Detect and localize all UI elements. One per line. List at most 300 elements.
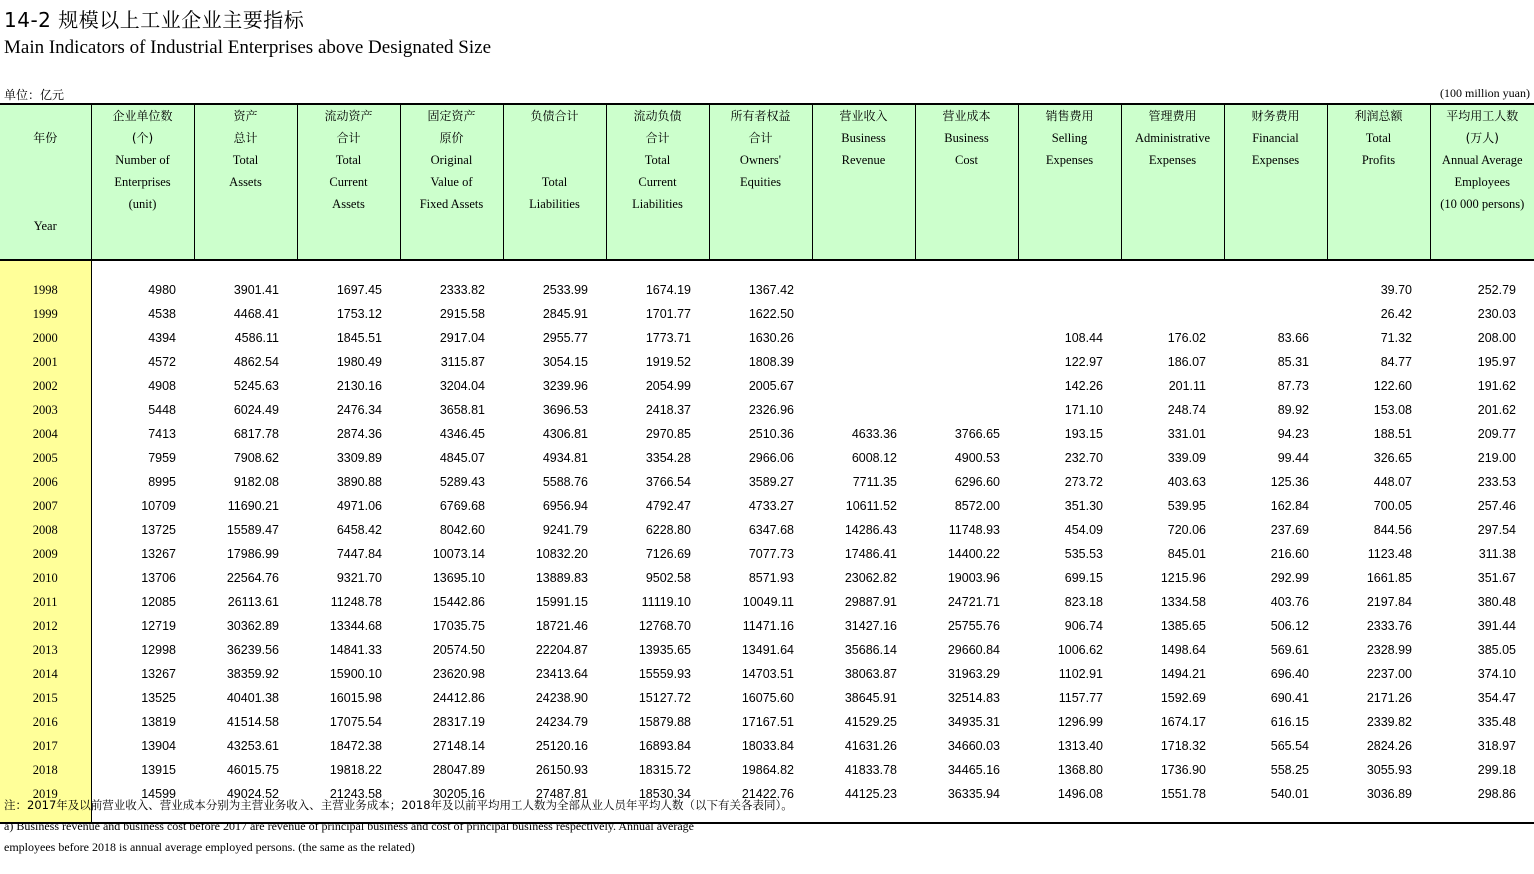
value-cell: 3055.93	[1366, 763, 1412, 777]
value-cell: 380.48	[1477, 595, 1516, 609]
column-header	[400, 104, 503, 260]
value-cell: 27148.14	[432, 739, 485, 753]
value-cell: 34935.31	[947, 715, 1000, 729]
value-cell: 36239.56	[226, 643, 279, 657]
value-cell	[915, 302, 1018, 326]
column-header-line: Administrative	[1135, 131, 1210, 145]
spacer-cell	[1430, 806, 1534, 823]
value-cell: 94.23	[1277, 427, 1309, 441]
value-cell: 3766.65	[954, 427, 1000, 441]
value-cell: 2418.37	[645, 403, 691, 417]
column-header	[503, 104, 606, 260]
value-cell: 13915	[141, 763, 176, 777]
value-cell: 4346.45	[439, 427, 485, 441]
table-row	[0, 278, 1534, 302]
value-cell: 2476.34	[336, 403, 382, 417]
value-cell: 403.76	[1270, 595, 1309, 609]
value-cell: 3766.54	[645, 475, 691, 489]
column-header-line: 合计	[645, 131, 670, 145]
spacer-cell	[1327, 260, 1430, 278]
value-cell: 616.15	[1270, 715, 1309, 729]
value-cell: 28317.19	[432, 715, 485, 729]
value-cell: 699.15	[1064, 571, 1103, 585]
table-header-row	[0, 104, 1534, 260]
table-row	[0, 326, 1534, 350]
value-cell: 36335.94	[947, 787, 1000, 801]
spacer-cell	[400, 260, 503, 278]
value-cell: 2845.91	[542, 307, 588, 321]
value-cell: 2333.76	[1366, 619, 1412, 633]
year-cell: 2009	[0, 542, 91, 566]
value-cell: 7959	[148, 451, 176, 465]
year-cell: 2002	[0, 374, 91, 398]
year-cell: 2014	[0, 662, 91, 686]
value-cell: 2339.82	[1366, 715, 1412, 729]
value-cell: 8042.60	[439, 523, 485, 537]
year-cell: 2008	[0, 518, 91, 542]
value-cell: 4733.27	[748, 499, 794, 513]
column-header-line: Current	[638, 175, 677, 189]
spacer-cell	[297, 260, 400, 278]
value-cell: 13935.65	[638, 643, 691, 657]
value-cell: 4572	[148, 355, 176, 369]
value-cell: 162.84	[1270, 499, 1309, 513]
value-cell: 13706	[141, 571, 176, 585]
value-cell	[915, 350, 1018, 374]
value-cell: 188.51	[1373, 427, 1412, 441]
year-cell: 2006	[0, 470, 91, 494]
value-cell: 454.09	[1064, 523, 1103, 537]
spacer-cell	[709, 260, 812, 278]
column-header-line: Financial	[1252, 131, 1299, 145]
value-cell: 335.48	[1477, 715, 1516, 729]
column-header-line: 合计	[336, 131, 361, 145]
value-cell: 1334.58	[1160, 595, 1206, 609]
column-header	[297, 104, 400, 260]
value-cell: 4908	[148, 379, 176, 393]
table-row	[0, 638, 1534, 662]
value-cell: 171.10	[1064, 403, 1103, 417]
value-cell: 2874.36	[336, 427, 382, 441]
value-cell: 237.69	[1270, 523, 1309, 537]
spacer-cell	[915, 806, 1018, 823]
value-cell: 1630.26	[748, 331, 794, 345]
value-cell: 17986.99	[226, 547, 279, 561]
value-cell: 311.38	[1478, 547, 1516, 561]
value-cell: 273.72	[1064, 475, 1103, 489]
value-cell: 13695.10	[432, 571, 485, 585]
value-cell	[915, 326, 1018, 350]
value-cell: 7447.84	[336, 547, 382, 561]
value-cell: 195.97	[1477, 355, 1516, 369]
value-cell: 1736.90	[1160, 763, 1206, 777]
value-cell: 535.53	[1064, 547, 1103, 561]
value-cell: 10832.20	[535, 547, 588, 561]
value-cell: 15879.88	[638, 715, 691, 729]
column-header-line: Enterprises	[114, 175, 171, 189]
year-cell: 2017	[0, 734, 91, 758]
value-cell: 7711.35	[852, 475, 897, 489]
value-cell: 32514.83	[947, 691, 1000, 705]
column-header-line: Assets	[332, 197, 365, 211]
value-cell: 29660.84	[947, 643, 1000, 657]
spacer-cell	[1224, 806, 1327, 823]
value-cell: 539.95	[1167, 499, 1206, 513]
spacer-cell	[1018, 260, 1121, 278]
value-cell: 1296.99	[1057, 715, 1103, 729]
value-cell: 4538	[148, 307, 176, 321]
table-row	[0, 350, 1534, 374]
value-cell: 12719	[141, 619, 176, 633]
value-cell: 13525	[141, 691, 176, 705]
table-row	[0, 590, 1534, 614]
value-cell: 506.12	[1270, 619, 1309, 633]
value-cell: 15991.15	[535, 595, 588, 609]
year-cell: 2012	[0, 614, 91, 638]
value-cell: 374.10	[1477, 667, 1516, 681]
value-cell: 9502.58	[645, 571, 691, 585]
column-header-line: Total	[1365, 131, 1392, 145]
value-cell: 201.62	[1477, 403, 1516, 417]
value-cell: 4394	[148, 331, 176, 345]
value-cell: 4980	[148, 283, 176, 297]
value-cell: 84.77	[1380, 355, 1412, 369]
column-header-line: Owners'	[739, 153, 782, 167]
value-cell: 2326.96	[748, 403, 794, 417]
value-cell: 11471.16	[742, 619, 794, 633]
value-cell: 4468.41	[233, 307, 279, 321]
value-cell: 298.86	[1477, 787, 1516, 801]
spacer-cell	[91, 260, 194, 278]
value-cell: 30205.16	[432, 787, 485, 801]
footnote-en-line1: a) Business revenue and business cost before 2017 are revenue of principal business and cost of principal business respectively. Annual average	[4, 819, 695, 833]
column-header-line: Original	[430, 153, 473, 167]
value-cell: 5448	[148, 403, 176, 417]
column-header	[709, 104, 812, 260]
value-cell: 18530.34	[638, 787, 691, 801]
value-cell: 14286.43	[844, 523, 897, 537]
value-cell: 38359.92	[226, 667, 279, 681]
table-row	[0, 566, 1534, 590]
column-header-line: Fixed Assets	[419, 197, 484, 211]
value-cell: 125.36	[1270, 475, 1309, 489]
value-cell: 216.60	[1270, 547, 1309, 561]
value-cell: 31427.16	[844, 619, 897, 633]
value-cell: 1006.62	[1057, 643, 1103, 657]
value-cell: 1367.42	[748, 283, 794, 297]
column-header-line: (万人)	[1465, 131, 1499, 145]
value-cell: 1551.78	[1160, 787, 1206, 801]
value-cell: 17167.51	[741, 715, 794, 729]
value-cell: 7908.62	[233, 451, 279, 465]
spacer-cell	[503, 260, 606, 278]
value-cell: 3890.88	[336, 475, 382, 489]
footnote-en-line2: employees before 2018 is annual average employed persons. (the same as the related)	[4, 840, 415, 854]
value-cell: 26.42	[1380, 307, 1412, 321]
column-header	[1224, 104, 1327, 260]
value-cell: 41514.58	[226, 715, 279, 729]
table-row	[0, 422, 1534, 446]
spacer-cell	[1224, 260, 1327, 278]
value-cell: 906.74	[1064, 619, 1103, 633]
value-cell: 27487.81	[535, 787, 588, 801]
value-cell: 299.18	[1477, 763, 1516, 777]
value-cell: 2917.04	[439, 331, 485, 345]
value-cell: 6228.80	[645, 523, 691, 537]
value-cell: 3589.27	[748, 475, 794, 489]
table-row	[0, 398, 1534, 422]
value-cell: 1368.80	[1057, 763, 1103, 777]
table-body	[0, 260, 1534, 823]
column-header-line: Selling	[1051, 131, 1088, 145]
value-cell: 4845.07	[439, 451, 485, 465]
column-header	[1121, 104, 1224, 260]
value-cell: 186.07	[1167, 355, 1206, 369]
column-header-line: 原价	[439, 131, 464, 145]
value-cell: 89.92	[1277, 403, 1309, 417]
value-cell: 13267	[141, 667, 176, 681]
column-header-line: (个)	[131, 131, 154, 145]
value-cell: 34465.16	[947, 763, 1000, 777]
column-header-line: Revenue	[841, 153, 886, 167]
value-cell: 1753.12	[336, 307, 382, 321]
year-cell: 1998	[0, 278, 91, 302]
value-cell: 257.46	[1477, 499, 1516, 513]
year-cell: 2007	[0, 494, 91, 518]
value-cell	[1121, 278, 1224, 302]
value-cell: 26150.93	[535, 763, 588, 777]
value-cell: 71.32	[1380, 331, 1412, 345]
value-cell: 9182.08	[233, 475, 279, 489]
spacer-cell	[812, 806, 915, 823]
year-cell: 2005	[0, 446, 91, 470]
value-cell: 44125.23	[844, 787, 897, 801]
value-cell: 46015.75	[226, 763, 279, 777]
spacer-cell	[1327, 806, 1430, 823]
value-cell: 1592.69	[1160, 691, 1206, 705]
value-cell: 14841.33	[329, 643, 382, 657]
column-header-line: 营业成本	[942, 109, 991, 123]
value-cell: 10709	[141, 499, 176, 513]
value-cell: 9321.70	[336, 571, 382, 585]
spacer-cell	[812, 260, 915, 278]
year-cell: 2001	[0, 350, 91, 374]
value-cell: 7126.69	[645, 547, 691, 561]
value-cell: 19864.82	[741, 763, 794, 777]
value-cell: 2171.26	[1366, 691, 1412, 705]
value-cell: 28047.89	[432, 763, 485, 777]
column-header-line: 流动资产	[324, 109, 373, 123]
column-header	[0, 104, 91, 260]
value-cell: 4633.36	[851, 427, 897, 441]
value-cell: 4934.81	[542, 451, 588, 465]
column-header-line: Total	[541, 175, 568, 189]
value-cell: 331.01	[1167, 427, 1206, 441]
column-header-line: 企业单位数	[112, 109, 173, 123]
value-cell	[812, 398, 915, 422]
year-cell: 2015	[0, 686, 91, 710]
column-header	[812, 104, 915, 260]
column-header-line: 利润总额	[1354, 109, 1403, 123]
column-header-line: 合计	[748, 131, 773, 145]
value-cell: 696.40	[1270, 667, 1309, 681]
column-header-line: 总计	[233, 131, 258, 145]
value-cell: 2955.77	[542, 331, 588, 345]
value-cell: 38645.91	[844, 691, 897, 705]
value-cell: 14400.22	[947, 547, 1000, 561]
year-cell: 2019	[0, 782, 91, 806]
spacer-cell	[1018, 806, 1121, 823]
year-cell: 2018	[0, 758, 91, 782]
column-header-line: Total	[232, 153, 259, 167]
value-cell: 3309.89	[336, 451, 382, 465]
value-cell: 10049.11	[742, 595, 794, 609]
value-cell: 13491.64	[741, 643, 794, 657]
value-cell: 700.05	[1373, 499, 1412, 513]
value-cell: 1845.51	[336, 331, 382, 345]
value-cell: 15589.47	[226, 523, 279, 537]
value-cell: 6296.60	[954, 475, 1000, 489]
value-cell	[812, 302, 915, 326]
value-cell: 4792.47	[645, 499, 691, 513]
table-row	[0, 446, 1534, 470]
value-cell: 1701.77	[645, 307, 691, 321]
page-title-en: Main Indicators of Industrial Enterprises above Designated Size	[4, 37, 491, 58]
value-cell: 7413	[148, 427, 176, 441]
value-cell: 1123.48	[1367, 547, 1412, 561]
value-cell: 22564.76	[226, 571, 279, 585]
value-cell: 24412.86	[432, 691, 485, 705]
value-cell: 43253.61	[226, 739, 279, 753]
value-cell: 2054.99	[645, 379, 691, 393]
value-cell: 11119.10	[641, 595, 691, 609]
indicators-table	[0, 103, 1534, 824]
value-cell: 3036.89	[1366, 787, 1412, 801]
value-cell: 1674.19	[645, 283, 691, 297]
value-cell: 2328.99	[1366, 643, 1412, 657]
value-cell: 19003.96	[947, 571, 1000, 585]
column-header-line: Total	[644, 153, 671, 167]
value-cell: 22204.87	[535, 643, 588, 657]
value-cell: 845.01	[1167, 547, 1206, 561]
column-header-line: 负债合计	[530, 109, 579, 123]
value-cell: 3239.96	[542, 379, 588, 393]
column-header-line: 固定资产	[427, 109, 476, 123]
value-cell: 4306.81	[542, 427, 588, 441]
year-cell: 1999	[0, 302, 91, 326]
value-cell: 14599	[141, 787, 176, 801]
value-cell: 23413.64	[535, 667, 588, 681]
column-header-line: 销售费用	[1045, 109, 1094, 123]
value-cell: 209.77	[1477, 427, 1516, 441]
column-header-line: 管理费用	[1148, 109, 1197, 123]
value-cell: 15900.10	[329, 667, 382, 681]
value-cell: 2005.67	[748, 379, 794, 393]
value-cell: 83.66	[1277, 331, 1309, 345]
column-header-line: Number of	[115, 153, 170, 167]
value-cell: 5289.43	[439, 475, 485, 489]
table-row	[0, 758, 1534, 782]
spacer-cell	[0, 260, 91, 278]
value-cell: 26113.61	[227, 595, 279, 609]
column-header	[1327, 104, 1430, 260]
column-header-line: (10 000 persons)	[1440, 197, 1525, 211]
value-cell: 1980.49	[336, 355, 382, 369]
value-cell: 540.01	[1270, 787, 1309, 801]
value-cell: 39.70	[1380, 283, 1412, 297]
table-row	[0, 302, 1534, 326]
column-header-line	[504, 127, 606, 149]
value-cell: 297.54	[1477, 523, 1516, 537]
value-cell: 448.07	[1373, 475, 1412, 489]
value-cell: 18315.72	[638, 763, 691, 777]
value-cell: 385.05	[1477, 643, 1516, 657]
value-cell: 2130.16	[336, 379, 382, 393]
value-cell: 34660.03	[947, 739, 1000, 753]
value-cell: 10073.14	[432, 547, 485, 561]
value-cell: 30362.89	[226, 619, 279, 633]
value-cell: 230.03	[1477, 307, 1516, 321]
value-cell: 823.18	[1064, 595, 1103, 609]
value-cell: 1215.96	[1160, 571, 1206, 585]
value-cell: 1102.91	[1058, 667, 1103, 681]
value-cell: 4900.53	[954, 451, 1000, 465]
value-cell: 219.00	[1477, 451, 1516, 465]
value-cell	[1121, 302, 1224, 326]
table-row	[0, 686, 1534, 710]
value-cell: 354.47	[1477, 691, 1516, 705]
column-header-line: Business	[841, 131, 886, 145]
column-header-line: 财务费用	[1251, 109, 1300, 123]
value-cell: 208.00	[1477, 331, 1516, 345]
value-cell: 232.70	[1064, 451, 1103, 465]
value-cell: 16893.84	[638, 739, 691, 753]
spacer-cell	[606, 260, 709, 278]
value-cell: 2237.00	[1366, 667, 1412, 681]
value-cell: 2970.85	[645, 427, 691, 441]
column-header-line: 年份	[33, 131, 58, 145]
value-cell	[1018, 278, 1121, 302]
value-cell: 720.06	[1167, 523, 1206, 537]
value-cell: 16075.60	[741, 691, 794, 705]
column-header-line: 资产	[233, 109, 258, 123]
value-cell: 7077.73	[748, 547, 794, 561]
value-cell: 2915.58	[439, 307, 485, 321]
value-cell: 6817.78	[233, 427, 279, 441]
value-cell: 25755.76	[947, 619, 1000, 633]
value-cell: 8995	[148, 475, 176, 489]
value-cell: 3204.04	[439, 379, 485, 393]
column-header-line: 营业收入	[839, 109, 888, 123]
column-header	[91, 104, 194, 260]
value-cell: 17035.75	[432, 619, 485, 633]
year-cell: 2010	[0, 566, 91, 590]
value-cell: 2333.82	[439, 283, 485, 297]
value-cell: 41631.26	[844, 739, 897, 753]
value-cell: 248.74	[1167, 403, 1206, 417]
column-header-line: 平均用工人数	[1446, 109, 1519, 123]
column-header-line	[504, 149, 606, 171]
table-row	[0, 374, 1534, 398]
table-row	[0, 710, 1534, 734]
value-cell: 4586.11	[234, 331, 279, 345]
footnote-cn: 注：2017年及以前营业收入、营业成本分别为主营业务收入、主营业务成本；2018年及以前平均用工人数为全部从业人员年平均人数（以下有关各表同）。	[4, 798, 793, 812]
value-cell: 569.61	[1270, 643, 1309, 657]
value-cell: 403.63	[1167, 475, 1206, 489]
column-header-line: (unit)	[128, 197, 157, 211]
value-cell	[915, 374, 1018, 398]
value-cell: 49024.52	[226, 787, 279, 801]
